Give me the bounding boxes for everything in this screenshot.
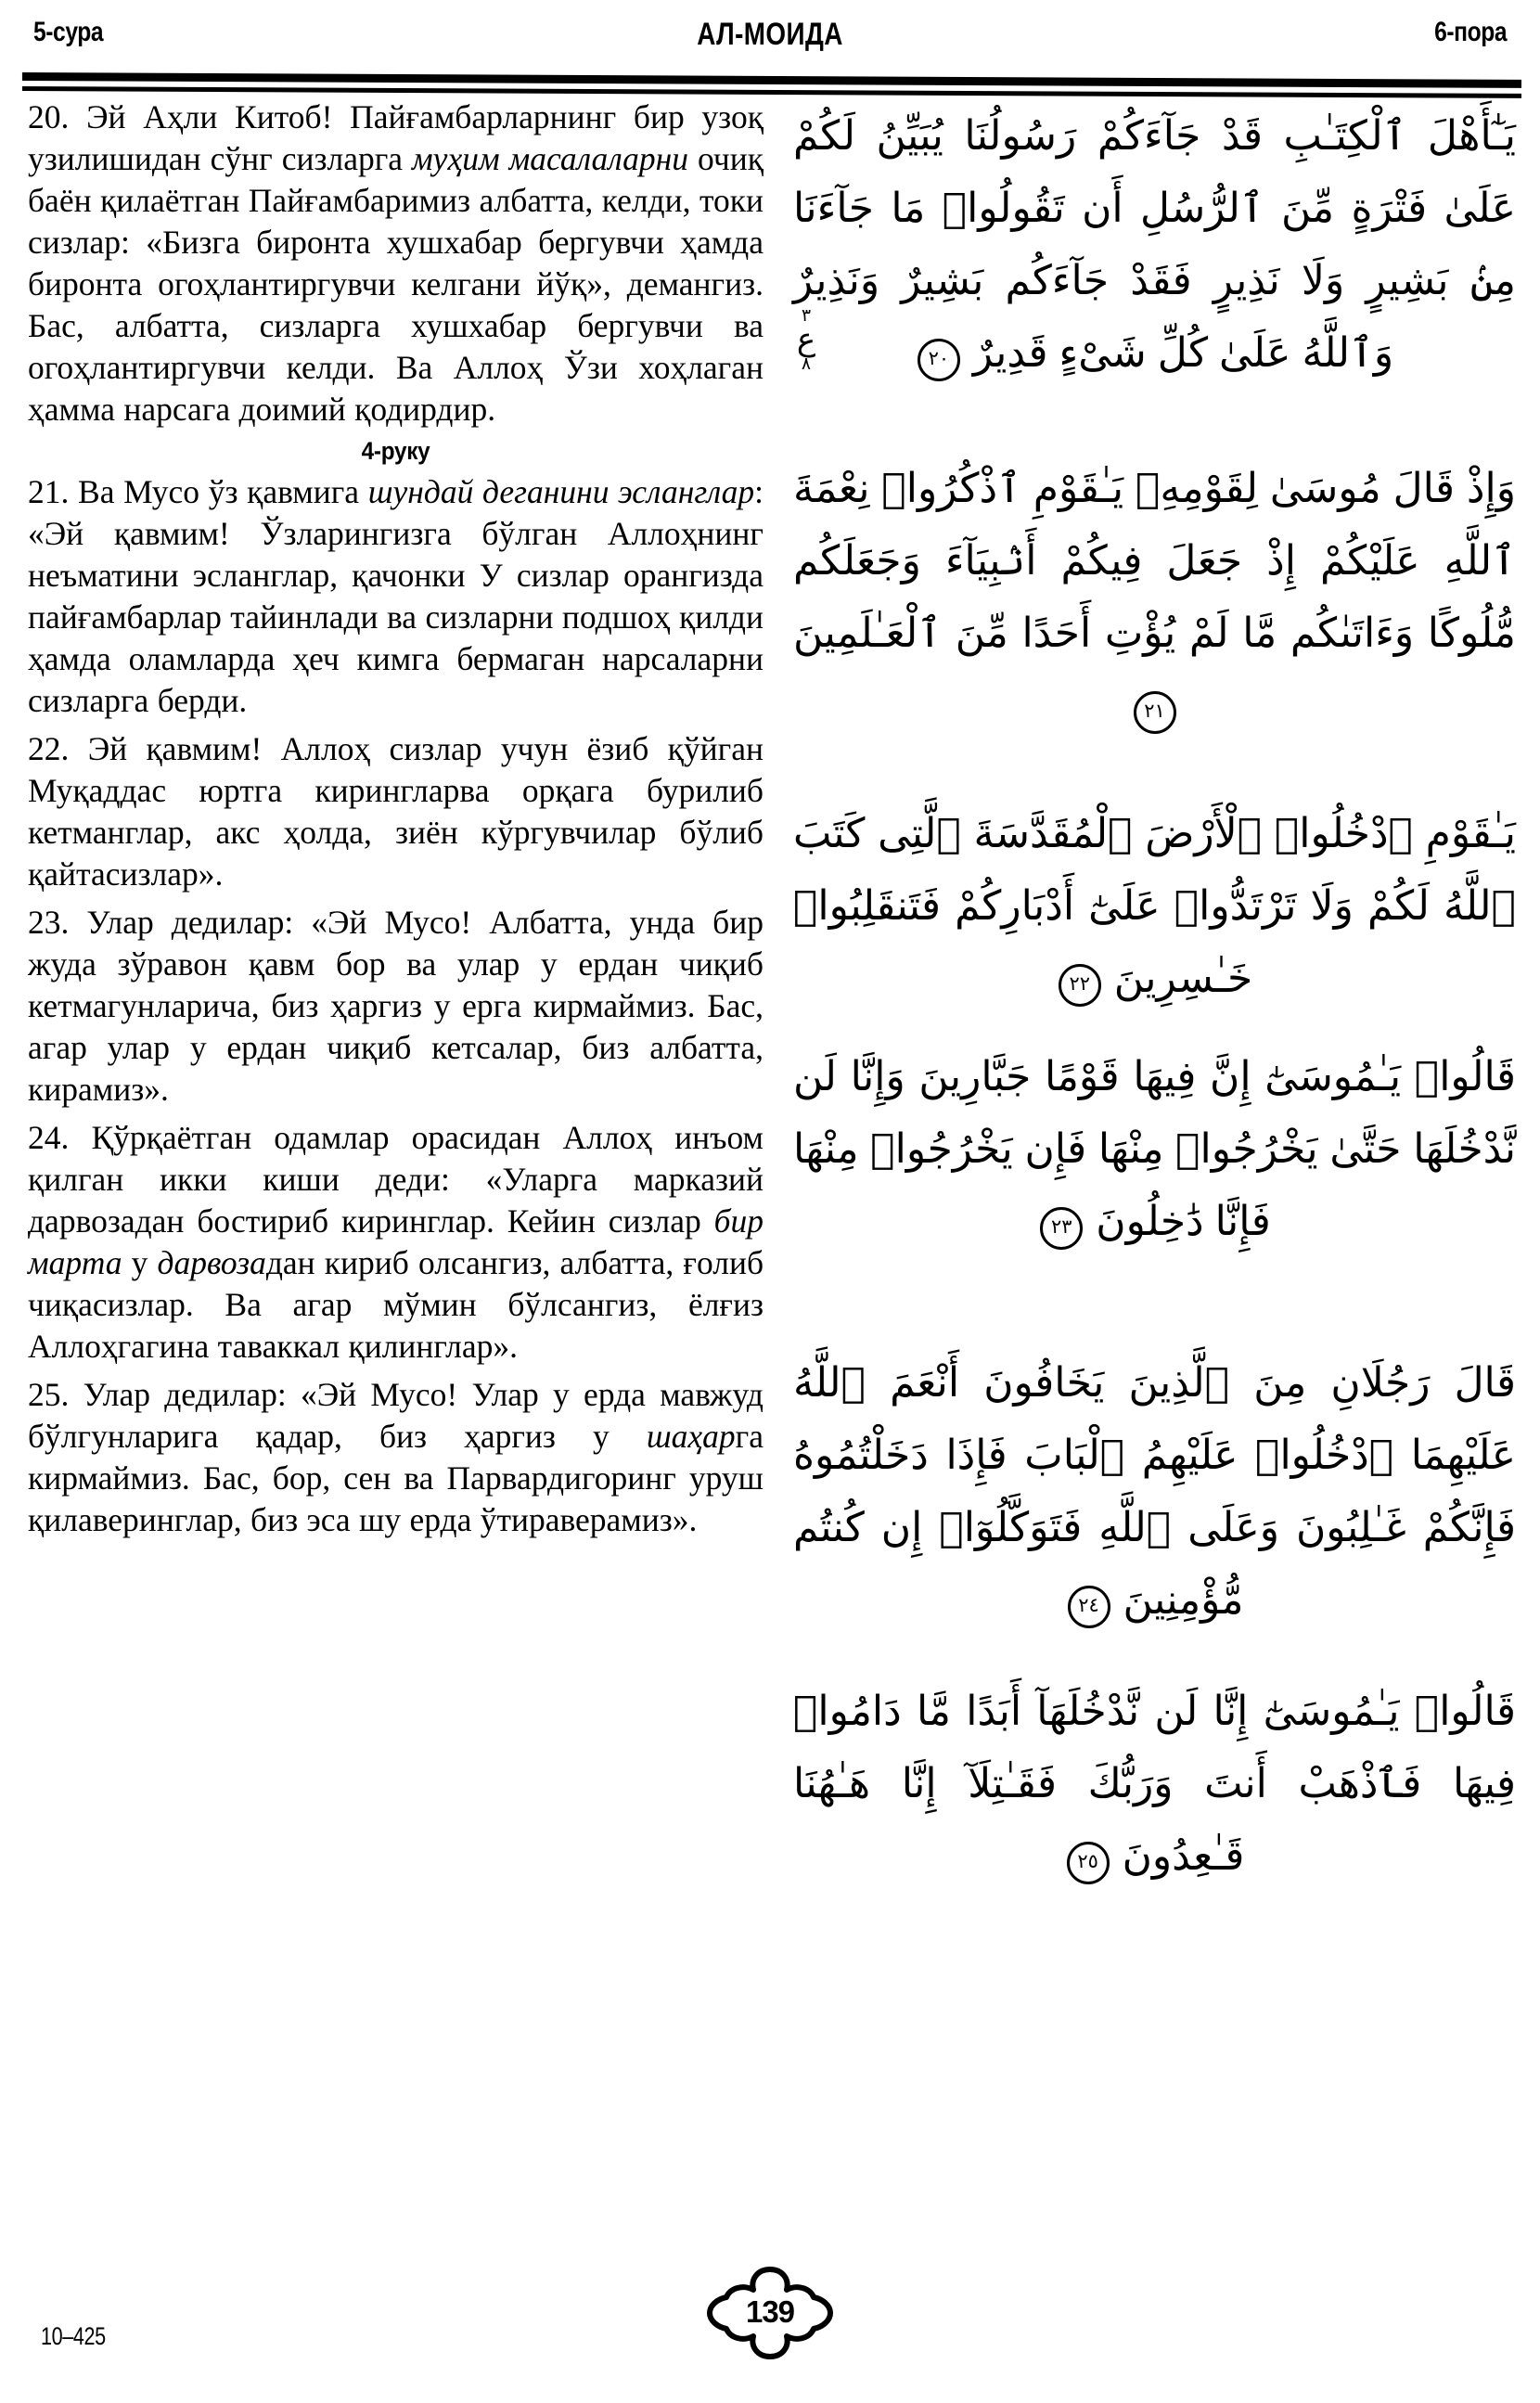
ruku-marker-icon: ٣ ع ٨: [796, 305, 816, 374]
translation-verse-24: [28, 1117, 764, 1368]
verse-number-25: 25.: [28, 1376, 70, 1413]
verse-number-20: 20.: [28, 98, 70, 135]
verse-text-21: Ва Мусо ўз қавмига шундай деганини эсланглар: «Эй қавмим! Ўзларингизга бўлган Аллоҳнинг неъматини эсланглар, қачонки У сизлар орангизда пайғамбарлар тайинлади ва сизларни подшоҳ қилди ҳамда оламларда ҳеч кимга бермаган нарсаларни сизларга берди.: [28, 473, 764, 719]
arabic-text: قَالُوا۟ يَـٰمُوسَىٰٓ إِنَّا لَن نَّدْخُلَهَآ أَبَدًا مَّا دَامُوا۟ فِيهَا فَٱذْهَبْ أَنتَ وَرَبُّكَ فَقَـٰتِلَآ إِنَّا هَـٰهُنَا قَـٰعِدُونَ: [793, 1688, 1516, 1880]
arabic-ayah-20: [793, 100, 1516, 416]
translation-verse-21: [28, 471, 764, 722]
verse-text-22: Эй қавмим! Аллоҳ сизлар учун ёзиб қўйган Муқаддас юртга кирингларва орқага бурилиб кетманглар, акс ҳолда, зиён кўргувчилар бўлиб қайтасизлар».: [28, 730, 764, 893]
arabic-ayah-25: [793, 1676, 1516, 1893]
page-footer: [0, 2262, 1540, 2364]
verse-number-21: 21.: [28, 473, 70, 510]
verse-number-23: 23.: [28, 904, 70, 941]
page-columns: [0, 96, 1540, 2245]
verse-number-24: 24.: [28, 1119, 70, 1156]
translation-verse-25: [28, 1374, 764, 1541]
folio-ornament: [700, 2262, 840, 2364]
translation-verse-20: [28, 96, 764, 430]
arabic-text: يَـٰقَوْمِ ٱدْخُلُوا۟ ٱلْأَرْضَ ٱلْمُقَدَّسَةَ ٱلَّتِى كَتَبَ ٱللَّهُ لَكُمْ وَلَا تَرْتَدُّوا۟ عَلَىٰٓ أَدْبَارِكُمْ فَتَنقَلِبُوا۟ خَـٰسِرِينَ: [793, 810, 1516, 1002]
arabic-text: قَالَ رَجُلَانِ مِنَ ٱلَّذِينَ يَخَافُونَ أَنْعَمَ ٱللَّهُ عَلَيْهِمَا ٱدْخُلُوا۟ عَلَيْهِمُ ٱلْبَابَ فَإِذَا دَخَلْتُمُوهُ فَإِنَّكُمْ غَـٰلِبُونَ وَعَلَى ٱللَّهِ فَتَوَكَّلُوٓا۟ إِن كُنتُم مُّؤْمِنِينَ: [793, 1359, 1516, 1624]
translation-verse-22: [28, 728, 764, 895]
verse-text-23: Улар дедилар: «Эй Мусо! Албатта, унда бир жуда зўравон қавм бор ва улар у ердан чиқиб кетмагунларича, биз ҳаргиз у ерга кирмаймиз. Бас, агар улар у ердан чиқиб кетсалар, биз албатта, кирамиз».: [28, 904, 764, 1108]
ayah-end-marker: ٢٠: [918, 339, 960, 381]
header-surah-title: АЛ-МОИДА: [697, 17, 843, 52]
arabic-ayah-24: [793, 1347, 1516, 1637]
ayah-end-marker: ٢٥: [1067, 1842, 1110, 1884]
arabic-text: يَـٰٓأَهْلَ ٱلْكِتَـٰبِ قَدْ جَآءَكُمْ رَسُولُنَا يُبَيِّنُ لَكُمْ عَلَىٰ فَتْرَةٍ مِّنَ ٱلرُّسُلِ أَن تَقُولُوا۟ مَا جَآءَنَا مِنۢ بَشِيرٍ وَلَا نَذِيرٍ فَقَدْ جَآءَكُم بَشِيرٌ وَنَذِيرٌ وَٱللَّهُ عَلَىٰ كُلِّ شَىْءٍ قَدِيرٌ: [793, 112, 1516, 377]
header-divider: [22, 72, 1521, 91]
header-rule-thick: [22, 72, 1521, 88]
verse-text-20: Эй Аҳли Китоб! Пайғамбарларнинг бир узоқ узилишидан сўнг сизларга муҳим масалаларни очиқ баён қилаётган Пайғамбаримиз албатта, келди, токи сизлар: «Бизга биронта хушхабар бергувчи ҳамда биронта огоҳлантиргувчи келгани йўқ», демангиз. Бас, албатта, сизларга хушхабар бергувчи ва огоҳлантиргувчи келди. Ва Аллоҳ Ўзи хоҳлаган ҳамма нарсага доимий қодирдир.: [28, 98, 764, 428]
arabic-text: وَإِذْ قَالَ مُوسَىٰ لِقَوْمِهِۦ يَـٰقَوْمِ ٱذْكُرُوا۟ نِعْمَةَ ٱللَّهِ عَلَيْكُمْ إِذْ جَعَلَ فِيكُمْ أَنۢبِيَآءَ وَجَعَلَكُم مُّلُوكًا وَءَاتَىٰكُم مَّا لَمْ يُؤْتِ أَحَدًا مِّنَ ٱلْعَـٰلَمِينَ: [793, 465, 1516, 657]
header-surah-label: 5-сура: [33, 17, 104, 47]
ayah-end-marker: ٢٤: [1068, 1586, 1110, 1628]
ruku-heading: 4-руку: [361, 437, 430, 465]
ayah-end-marker: ٢٣: [1040, 1207, 1083, 1250]
arabic-column: [784, 96, 1540, 2245]
verse-text-25: Улар дедилар: «Эй Мусо! Улар у ерда мавжуд бўлгунларига қадар, биз ҳаргиз у шаҳарга кирмаймиз. Бас, бор, сен ва Парвардигоринг уруш қилаверинглар, биз эса шу ерда ўтираверамиз».: [28, 1376, 764, 1538]
ayah-end-marker: ٢٢: [1059, 964, 1101, 1007]
ayah-end-marker: ٢١: [1134, 691, 1176, 734]
header-juz-label: 6-пора: [1433, 17, 1507, 47]
verse-text-24: Қўрқаётган одамлар орасидан Аллоҳ инъом қилган икки киши деди: «Уларга марказий дарвозадан бостириб киринглар. Кейин сизлар бир марта у дарвозадан кириб олсангиз, албатта, ғолиб чиқасизлар. Ва агар мўмин бўлсангиз, ёлғиз Аллоҳгагина таваккал қилинглар».: [28, 1119, 764, 1365]
running-head: [33, 17, 1507, 74]
verse-number-22: 22.: [28, 730, 70, 767]
signature-mark: 10–425: [41, 2322, 106, 2350]
arabic-ayah-23: [793, 1041, 1516, 1319]
arabic-ayah-21: [793, 453, 1516, 742]
translation-column: [0, 96, 784, 2245]
arabic-ayah-22: [793, 798, 1516, 1015]
arabic-text: قَالُوا۟ يَـٰمُوسَىٰٓ إِنَّ فِيهَا قَوْمًا جَبَّارِينَ وَإِنَّا لَن نَّدْخُلَهَا حَتَّىٰ يَخْرُجُوا۟ مِنْهَا فَإِن يَخْرُجُوا۟ مِنْهَا فَإِنَّا دَٰخِلُونَ: [793, 1053, 1516, 1245]
translation-verse-23: [28, 902, 764, 1111]
page-number: 139: [745, 2294, 795, 2330]
